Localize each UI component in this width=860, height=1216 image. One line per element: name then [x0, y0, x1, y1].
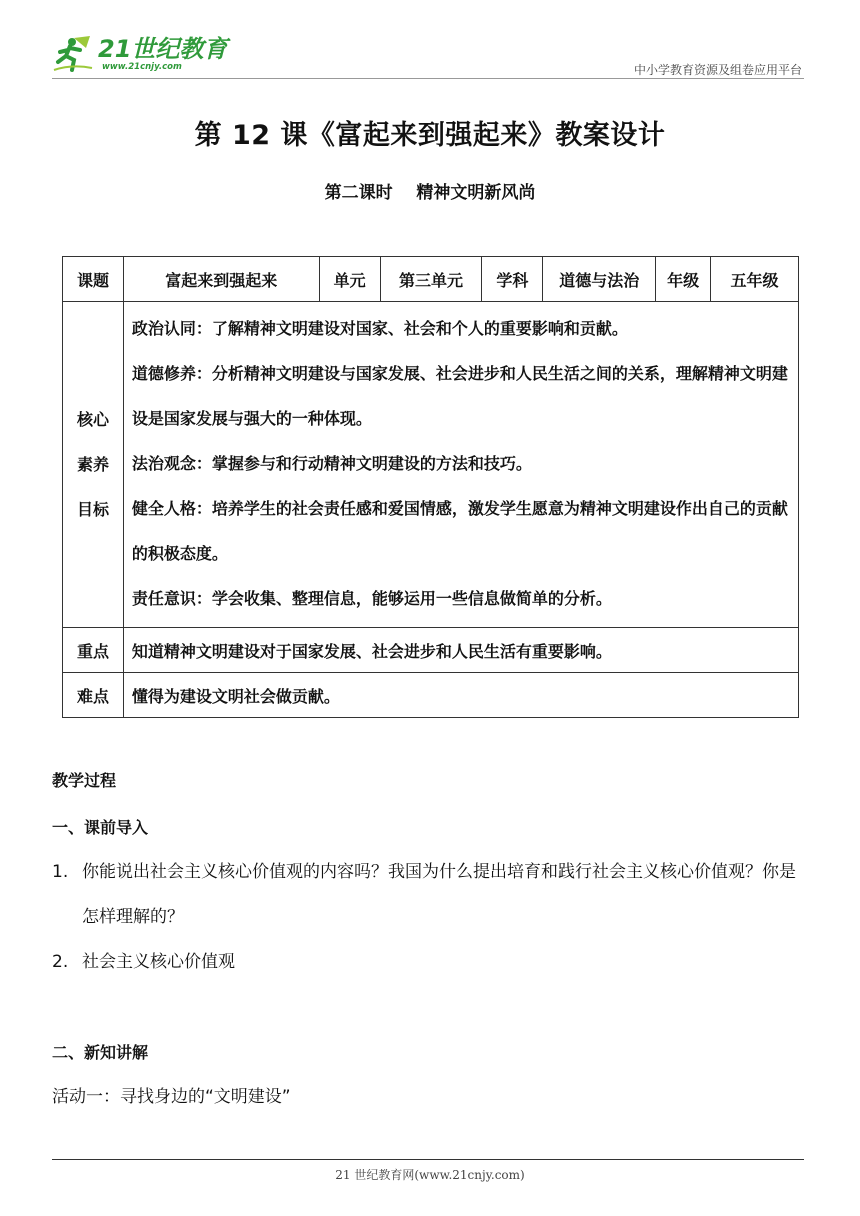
- lesson-label: 课题: [63, 257, 124, 302]
- list-number: 2.: [52, 952, 69, 972]
- section-heading: 一、课前导入: [52, 818, 149, 837]
- activity-title: 活动一：寻找身边的“文明建设”: [52, 1087, 291, 1107]
- goals-label-line: 素养: [76, 455, 109, 474]
- unit-value: 第三单元: [380, 257, 482, 302]
- difficulty-label: 难点: [63, 673, 124, 718]
- table-row: [63, 673, 799, 718]
- section-heading: 二、新知讲解: [52, 1043, 149, 1062]
- table-row: [63, 302, 799, 628]
- unit-label: 单元: [319, 257, 380, 302]
- goals-cell: [123, 302, 798, 628]
- subject-label: 学科: [482, 257, 543, 302]
- goal-item: 健全人格：培养学生的社会责任感和爱国情感，激发学生愿意为精神文明建设作出自己的贡献的积极态度。: [131, 499, 788, 563]
- logo-main-text: 21世纪教育: [98, 35, 228, 63]
- page-title: 第 12 课《富起来到强起来》教案设计: [194, 120, 666, 151]
- list-number: 1.: [52, 862, 69, 882]
- page-header: [52, 30, 804, 78]
- list-item: [52, 940, 812, 985]
- difficulty-value: 懂得为建设文明社会做贡献。: [123, 673, 798, 718]
- subject-value: 道德与法治: [543, 257, 656, 302]
- goal-item: 法治观念：掌握参与和行动精神文明建设的方法和技巧。: [131, 454, 532, 473]
- table-row: [63, 628, 799, 673]
- list-item-text: 你能说出社会主义核心价值观的内容吗？我国为什么提出培育和践行社会主义核心价值观？你是怎样理解的？: [82, 862, 796, 927]
- goals-label: [63, 302, 124, 628]
- goal-item: 责任意识：学会收集、整理信息，能够运用一些信息做简单的分析。: [131, 589, 612, 608]
- site-logo[interactable]: [52, 34, 227, 74]
- footer-link[interactable]: 21 世纪教育网(www.21cnjy.com): [335, 1168, 525, 1182]
- teaching-process-heading: 教学过程: [52, 771, 117, 790]
- logo-url-text: www.21cnjy.com: [102, 62, 182, 72]
- footer-divider: [52, 1159, 804, 1160]
- running-man-logo-icon: [52, 34, 94, 74]
- page-subtitle: 第二课时 精神文明新风尚: [324, 183, 536, 203]
- lesson-info-table: [62, 256, 799, 718]
- goals-label-line: 核心: [76, 410, 109, 429]
- platform-tagline: 中小学教育资源及组卷应用平台: [633, 63, 802, 77]
- goals-label-line: 目标: [76, 500, 109, 519]
- list-item: [52, 850, 812, 940]
- key-point-value: 知道精神文明建设对于国家发展、社会进步和人民生活有重要影响。: [123, 628, 798, 673]
- goal-item: 道德修养：分析精神文明建设与国家发展、社会进步和人民生活之间的关系，理解精神文明建设是国家发展与强大的一种体现。: [131, 364, 788, 428]
- header-divider: [52, 78, 804, 79]
- lesson-value: 富起来到强起来: [123, 257, 319, 302]
- grade-value: 五年级: [711, 257, 799, 302]
- goals-list: [132, 302, 790, 627]
- grade-label: 年级: [656, 257, 711, 302]
- list-item-text: 社会主义核心价值观: [82, 952, 235, 972]
- question-list: [52, 850, 812, 985]
- table-row: [63, 257, 799, 302]
- key-point-label: 重点: [63, 628, 124, 673]
- goal-item: 政治认同：了解精神文明建设对国家、社会和个人的重要影响和贡献。: [131, 319, 628, 338]
